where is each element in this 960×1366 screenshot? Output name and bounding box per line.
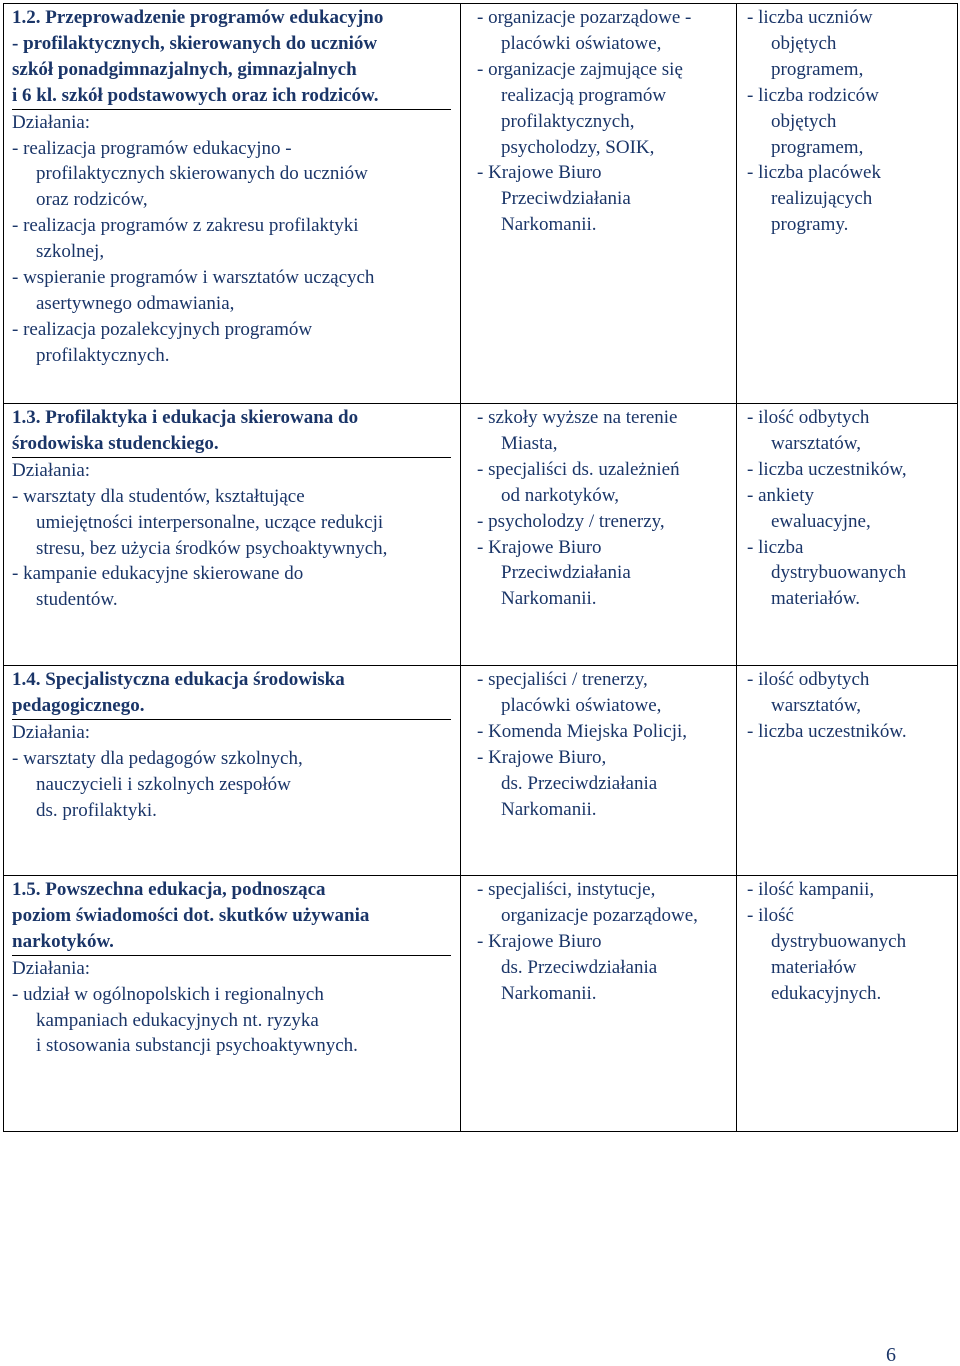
partner-item (477, 5, 733, 57)
partners-cell (461, 876, 737, 1132)
action-item-line: - realizacja pozalekcyjnych programów (12, 318, 313, 340)
indicator-item-line: - ilość odbytych (747, 669, 870, 690)
action-item-line: ds. profilaktyki. (36, 799, 157, 821)
indicator-item-line: dystrybuowanych (771, 930, 907, 952)
partner-item-line: placówki oświatowe, (501, 32, 662, 54)
indicator-item (747, 83, 954, 161)
task-heading-line: - profilaktycznych, skierowanych do uczniów (12, 32, 378, 54)
indicator-item-line: - liczba uczestników, (747, 458, 907, 480)
table-row (4, 4, 958, 404)
task-heading (12, 405, 451, 458)
action-item-line: stresu, bez użycia środków psychoaktywnych, (36, 537, 388, 559)
action-item-line: oraz rodziców, (36, 189, 148, 211)
indicator-item-line: - ankiety (747, 484, 815, 506)
action-item (12, 561, 457, 613)
partner-item-line: ds. Przeciwdziałania (501, 956, 658, 978)
indicator-item (747, 5, 954, 83)
indicator-item-line: warsztatów, (771, 432, 862, 454)
action-item (12, 213, 457, 265)
action-item-line: szkolnej, (36, 241, 105, 263)
partner-item-line: - organizacje pozarządowe - (477, 7, 692, 28)
task-heading-line: narkotyków. (12, 930, 114, 952)
indicator-item-line: - ilość (747, 904, 794, 926)
partner-item (477, 667, 733, 719)
indicator-item (747, 719, 954, 745)
indicators-cell (737, 404, 958, 666)
task-heading-line: 1.3. Profilaktyka i edukacja skierowana do (12, 407, 359, 428)
table-row (4, 404, 958, 666)
indicator-item-line: realizujących (771, 188, 873, 210)
actions-label: Działania: (12, 957, 91, 979)
indicators-cell (737, 876, 958, 1132)
task-heading (12, 877, 451, 956)
partners-cell (461, 4, 737, 404)
partner-item (477, 457, 733, 509)
task-cell (4, 876, 461, 1132)
indicator-item-line: - ilość kampanii, (747, 879, 875, 900)
indicator-item-line: programem, (771, 136, 864, 158)
partner-item-line: od narkotyków, (501, 484, 620, 506)
action-item-line: umiejętności interpersonalne, uczące redukcji (36, 511, 384, 533)
action-item-line: - realizacja programów edukacyjno - (12, 137, 292, 159)
action-item-line: - kampanie edukacyjne skierowane do (12, 563, 304, 585)
action-item-line: - warsztaty dla pedagogów szkolnych, (12, 747, 303, 769)
task-heading-line: poziom świadomości dot. skutków używania (12, 904, 370, 926)
indicator-item-line: objętych (771, 32, 837, 54)
indicator-item-line: edukacyjnych. (771, 982, 882, 1004)
action-item-line: profilaktycznych. (36, 344, 170, 366)
indicators-cell (737, 4, 958, 404)
action-item-line: kampaniach edukacyjnych nt. ryzyka (36, 1009, 319, 1031)
action-item-line: i stosowania substancji psychoaktywnych. (36, 1035, 358, 1057)
indicator-item-line: - liczba (747, 536, 804, 558)
task-cell (4, 666, 461, 876)
indicator-item-line: - liczba uczniów (747, 7, 873, 28)
task-heading-line: 1.2. Przeprowadzenie programów edukacyjno (12, 7, 384, 28)
partner-item-line: Narkomanii. (501, 214, 597, 236)
action-item-line: studentów. (36, 589, 118, 611)
indicator-item-line: materiałów. (771, 588, 860, 610)
task-heading (12, 667, 451, 720)
partner-item (477, 57, 733, 161)
partner-item-line: Narkomanii. (501, 982, 597, 1004)
task-cell (4, 4, 461, 404)
indicator-item-line: - liczba placówek (747, 162, 881, 184)
action-item-line: - udział w ogólnopolskich i regionalnych (12, 983, 324, 1005)
action-item (12, 265, 457, 317)
indicator-item (747, 160, 954, 238)
task-heading-line: środowiska studenckiego. (12, 432, 219, 454)
partner-item-line: - Krajowe Biuro (477, 930, 602, 952)
partner-item-line: - specjaliści, instytucje, (477, 879, 656, 900)
partner-item (477, 160, 733, 238)
partner-item-line: - specjaliści ds. uzależnień (477, 458, 680, 480)
partner-item (477, 877, 733, 929)
task-heading-line: 1.5. Powszechna edukacja, podnosząca (12, 879, 326, 900)
action-item-line: nauczycieli i szkolnych zespołów (36, 773, 291, 795)
indicators-cell (737, 666, 958, 876)
partners-cell (461, 404, 737, 666)
indicator-item-line: - liczba uczestników. (747, 720, 907, 742)
document-table (3, 3, 958, 1132)
partner-item (477, 745, 733, 823)
task-heading-line: szkół ponadgimnazjalnych, gimnazjalnych (12, 58, 357, 80)
partner-item-line: - psycholodzy / trenerzy, (477, 510, 665, 532)
partner-item (477, 509, 733, 535)
indicator-item (747, 667, 954, 719)
partner-item-line: placówki oświatowe, (501, 694, 662, 716)
partner-item-line: Narkomanii. (501, 588, 597, 610)
indicator-item (747, 903, 954, 1007)
indicator-item-line: - liczba rodziców (747, 84, 879, 106)
partners-cell (461, 666, 737, 876)
task-heading (12, 5, 451, 110)
indicator-item-line: dystrybuowanych (771, 562, 907, 584)
indicator-item-line: programem, (771, 58, 864, 80)
partner-item-line: Narkomanii. (501, 798, 597, 820)
partner-item-line: - Krajowe Biuro, (477, 746, 607, 768)
partner-item-line: organizacje pozarządowe, (501, 904, 698, 926)
action-item (12, 484, 457, 562)
partner-item (477, 405, 733, 457)
partner-item-line: - Komenda Miejska Policji, (477, 720, 688, 742)
indicator-item-line: materiałów (771, 956, 857, 978)
action-item (12, 317, 457, 369)
table-row (4, 876, 958, 1132)
partner-item-line: - Krajowe Biuro (477, 536, 602, 558)
indicator-item (747, 405, 954, 457)
task-cell (4, 404, 461, 666)
action-item-line: - realizacja programów z zakresu profilaktyki (12, 215, 359, 237)
task-heading-line: 1.4. Specjalistyczna edukacja środowiska (12, 669, 345, 690)
partner-item-line: realizacją programów (501, 84, 667, 106)
partner-item-line: Przeciwdziałania (501, 562, 631, 584)
partner-item-line: - organizacje zajmujące się (477, 58, 683, 80)
partner-item (477, 719, 733, 745)
indicator-item (747, 535, 954, 613)
partner-item-line: - szkoły wyższe na terenie (477, 407, 678, 428)
action-item-line: - wspieranie programów i warsztatów uczących (12, 267, 375, 289)
action-item-line: - warsztaty dla studentów, kształtujące (12, 485, 305, 507)
partner-item-line: Przeciwdziałania (501, 188, 631, 210)
indicator-item (747, 483, 954, 535)
action-item (12, 136, 457, 214)
actions-label: Działania: (12, 459, 91, 481)
table-row (4, 666, 958, 876)
actions-label: Działania: (12, 721, 91, 743)
action-item (12, 982, 457, 1060)
indicator-item-line: ewaluacyjne, (771, 510, 871, 532)
partner-item-line: psycholodzy, SOIK, (501, 136, 655, 158)
partner-item-line: ds. Przeciwdziałania (501, 772, 658, 794)
partner-item-line: - specjaliści / trenerzy, (477, 669, 648, 690)
action-item-line: profilaktycznych skierowanych do uczniów (36, 163, 368, 185)
partner-item-line: - Krajowe Biuro (477, 162, 602, 184)
indicator-item (747, 877, 954, 903)
indicator-item-line: warsztatów, (771, 694, 862, 716)
partner-item (477, 535, 733, 613)
indicator-item-line: - ilość odbytych (747, 407, 870, 428)
indicator-item-line: objętych (771, 110, 837, 132)
page-number: 6 (886, 1344, 896, 1366)
indicator-item (747, 457, 954, 483)
task-heading-line: i 6 kl. szkół podstawowych oraz ich rodziców. (12, 84, 379, 106)
action-item-line: asertywnego odmawiania, (36, 292, 235, 314)
partner-item (477, 929, 733, 1007)
partner-item-line: Miasta, (501, 432, 558, 454)
task-heading-line: pedagogicznego. (12, 694, 145, 716)
actions-label: Działania: (12, 111, 91, 133)
partner-item-line: profilaktycznych, (501, 110, 635, 132)
indicator-item-line: programy. (771, 214, 849, 236)
action-item (12, 746, 457, 824)
